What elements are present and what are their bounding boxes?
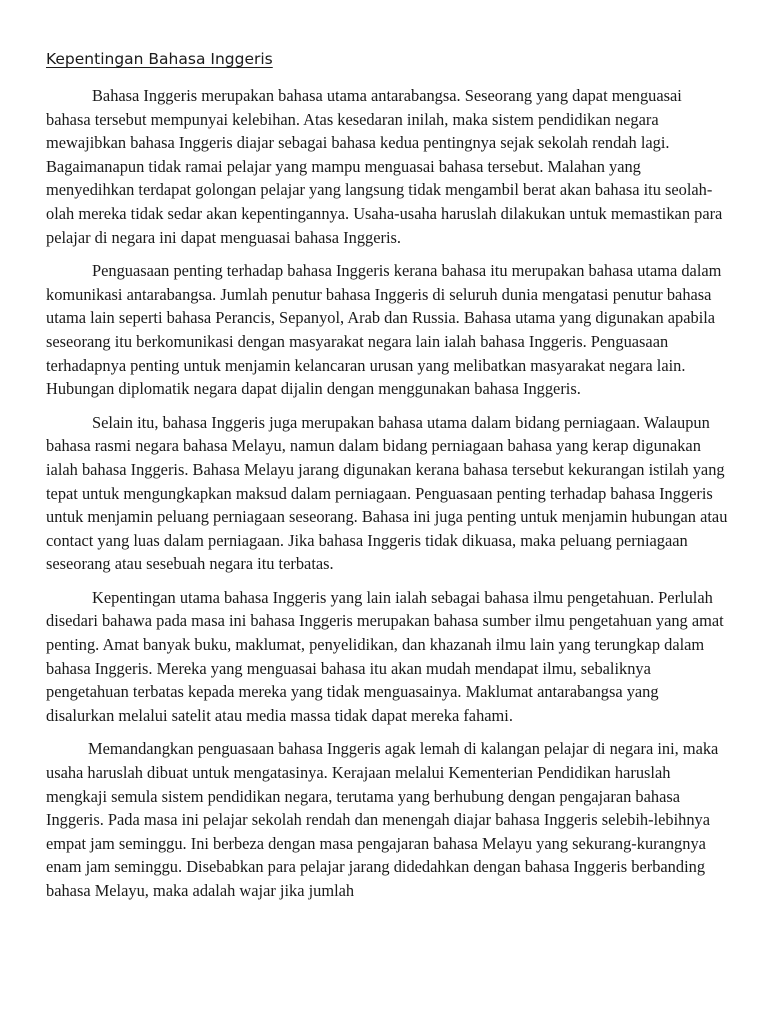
document-title: Kepentingan Bahasa Inggeris: [46, 50, 273, 68]
paragraph-3: Selain itu, bahasa Inggeris juga merupakan bahasa utama dalam bidang perniagaan. Walaupun bahasa rasmi negara bahasa Melayu, namun dalam bidang perniagaan bahasa yang kerap digunakan ialah bahasa Inggeris. Bahasa Melayu jarang digunakan kerana bahasa tersebut kekurangan istilah yang tepat untuk mengungkapkan maksud dalam perniagaan. Penguasaan penting terhadap bahasa Inggeris untuk menjamin peluang perniagaan seseorang. Bahasa ini juga penting untuk menjamin hubungan atau contact yang luas dalam perniagaan. Jika bahasa Inggeris tidak dikuasa, maka peluang perniagaan seseorang atau sesebuah negara itu terbatas.: [46, 412, 728, 574]
paragraph-2: Penguasaan penting terhadap bahasa Inggeris kerana bahasa itu merupakan bahasa utama dalam komunikasi antarabangsa. Jumlah penutur bahasa Inggeris di seluruh dunia mengatasi penutur bahasa utama lain seperti bahasa Perancis, Sepanyol, Arab dan Russia. Bahasa utama yang digunakan apabila seseorang itu berkomunikasi dengan masyarakat negara lain ialah bahasa Inggeris. Penguasaan terhadapnya penting untuk menjamin kelancaran urusan yang melibatkan masyarakat negara lain. Hubungan diplomatik negara dapat dijalin dengan menggunakan bahasa Inggeris.: [46, 261, 722, 399]
paragraph-5: Memandangkan penguasaan bahasa Inggeris agak lemah di kalangan pelajar di negara ini, maka usaha haruslah dibuat untuk mengatasinya. Kerajaan melalui Kementerian Pendidikan haruslah mengkaji semula sistem pendidikan negara, terutama yang berhubung dengan pengajaran bahasa Inggeris. Pada masa ini pelajar sekolah rendah dan menengah diajar bahasa Inggeris selebih-lebihnya empat jam seminggu. Ini berbeza dengan masa pengajaran bahasa Melayu yang sekurang-kurangnya enam jam seminggu. Disebabkan para pelajar jarang didedahkan dengan bahasa Inggeris berbanding bahasa Melayu, maka adalah wajar jika jumlah: [46, 739, 719, 900]
paragraph-4: Kepentingan utama bahasa Inggeris yang lain ialah sebagai bahasa ilmu pengetahuan. Perlulah disedari bahawa pada masa ini bahasa Inggeris merupakan bahasa sumber ilmu pengetahuan yang amat penting. Amat banyak buku, maklumat, penyelidikan, dan khazanah ilmu lain yang terungkap dalam bahasa Inggeris. Mereka yang menguasai bahasa itu akan mudah mendapat ilmu, sebaliknya pengetahuan terbatas kepada mereka yang tidak menguasainya. Maklumat antarabangsa yang disalurkan melalui satelit atau media massa tidak dapat mereka fahami.: [46, 587, 724, 725]
document-body: [46, 84, 728, 913]
paragraph-1: Bahasa Inggeris merupakan bahasa utama antarabangsa. Seseorang yang dapat menguasai bahasa tersebut mempunyai kelebihan. Atas kesedaran inilah, maka sistem pendidikan negara mewajibkan bahasa Inggeris diajar sebagai bahasa kedua pentingnya sejak sekolah rendah lagi. Bagaimanapun tidak ramai pelajar yang mampu menguasai bahasa tersebut. Malahan yang menyedihkan terdapat golongan pelajar yang langsung tidak mengambil berat akan bahasa itu seolah-olah mereka tidak sedar akan kepentingannya. Usaha-usaha haruslah dilakukan untuk memastikan para pelajar di negara ini dapat menguasai bahasa Inggeris.: [46, 86, 723, 247]
